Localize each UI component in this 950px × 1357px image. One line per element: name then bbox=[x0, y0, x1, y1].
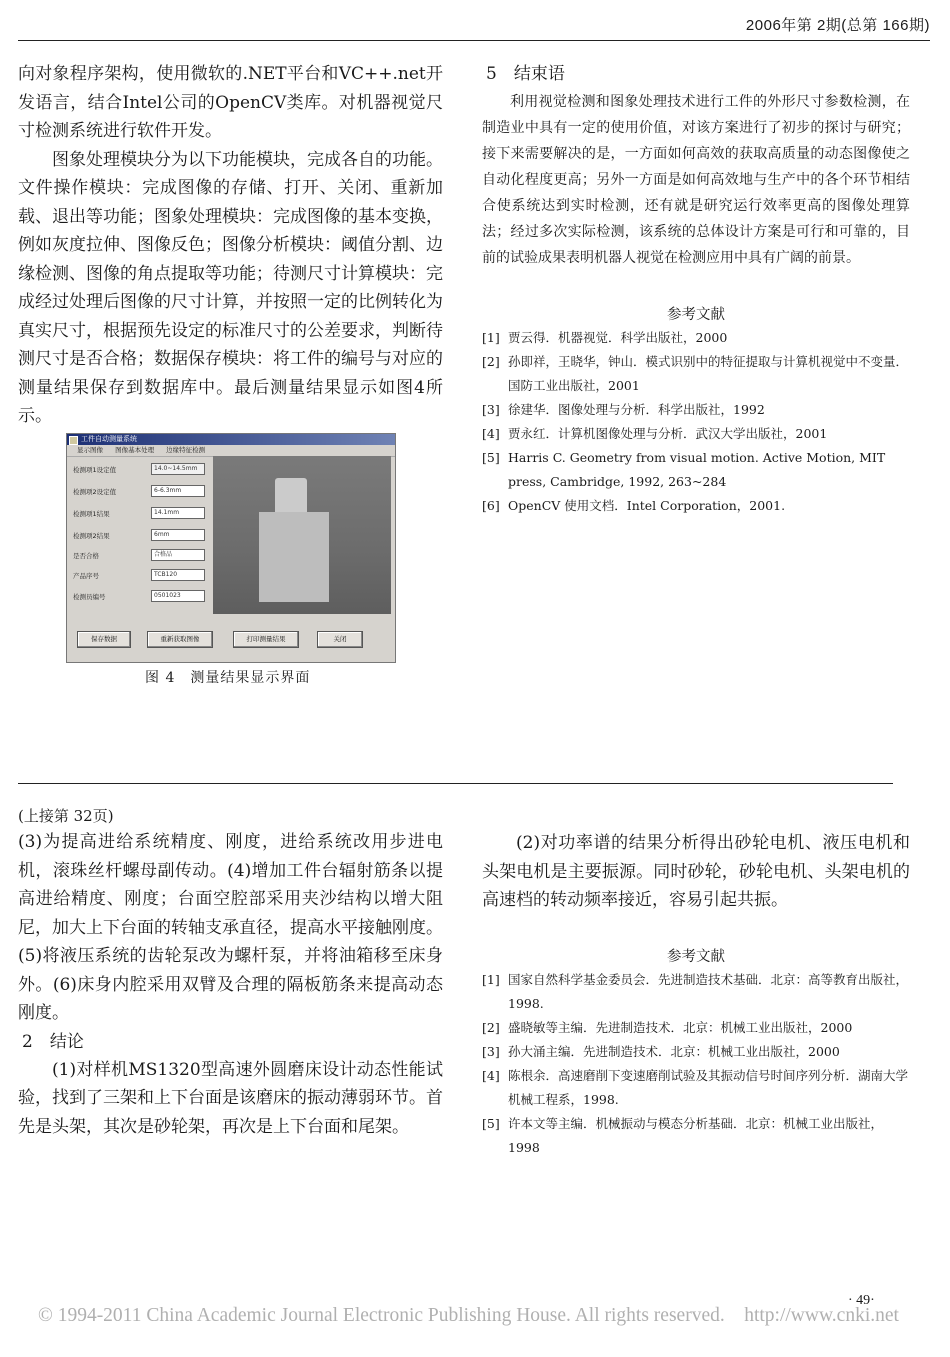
close-button: 关闭 bbox=[317, 631, 363, 648]
reference-item bbox=[482, 1040, 910, 1064]
reference-number: [1] bbox=[482, 971, 500, 987]
reference-number: [2] bbox=[482, 1019, 500, 1035]
row-value: 6mm bbox=[151, 529, 205, 541]
row-value: 14.0~14.5mm bbox=[151, 463, 205, 475]
reference-text: 国家自然科学基金委员会．先进制造技术基础．北京：高等教育出版社，1998. bbox=[508, 971, 909, 1011]
reference-text: 盛晓敏等主编．先进制造技术．北京：机械工业出版社，2000 bbox=[508, 1019, 853, 1035]
references-list bbox=[482, 968, 910, 1160]
row-label: 检测项1设定值 bbox=[73, 466, 117, 474]
reference-item bbox=[482, 1064, 910, 1112]
reference-item bbox=[482, 398, 910, 422]
window-titlebar bbox=[67, 434, 395, 445]
reference-text: 贾永红．计算机图像处理与分析．武汉大学出版社，2001 bbox=[508, 426, 828, 441]
reference-text: 许本文等主编．机械振动与模态分析基础．北京：机械工业出版社，1998 bbox=[508, 1115, 884, 1155]
reference-number: [5] bbox=[482, 450, 500, 465]
menu-item: 边缘特征检测 bbox=[166, 446, 206, 454]
references-title: 参考文献 bbox=[667, 307, 725, 323]
reference-item bbox=[482, 1112, 910, 1160]
reference-number: [1] bbox=[482, 330, 500, 345]
reference-text: 陈根余．高速磨削下变速磨削试验及其振动信号时间序列分析．湖南大学机械工程系，1998. bbox=[508, 1067, 909, 1107]
improvements-paragraph: (3)为提高进给系统精度、刚度，进给系统改用步进电机，滚珠丝杆螺母副传动。(4)增加工件台辐射筋条以提高进给精度、刚度；台面空腔部采用夹沙结构以增大阻尼，加大上下台面的转轴支承直径，提高水平接触刚度。(5)将液压系统的齿轮泵改为螺杆泵，并将油箱移至床身外。(6)床身内腔采用双臂及合理的隔板筋条来提高动态刚度。 bbox=[18, 832, 443, 1023]
save-data-button: 保存数据 bbox=[77, 631, 131, 648]
reference-item bbox=[482, 326, 910, 350]
row-label: 检测项2结果 bbox=[73, 532, 110, 540]
header-rule bbox=[18, 40, 930, 41]
print-results-button: 打印测量结果 bbox=[233, 631, 299, 648]
reference-number: [4] bbox=[482, 426, 500, 441]
continued-article-column bbox=[18, 804, 443, 1141]
reference-number: [6] bbox=[482, 498, 500, 513]
window-title: 工件自动测量系统 bbox=[81, 435, 137, 443]
conclusion-column bbox=[482, 60, 910, 518]
measurement-ui-screenshot bbox=[66, 433, 396, 663]
paragraph-modules: 图象处理模块分为以下功能模块，完成各自的功能。文件操作模块：完成图像的存储、打开、关闭、重新加载、退出等功能；图象处理模块：完成图像的基本变换，例如灰度拉伸、图像反色；图像分析模块：阈值分割、边缘检测、图像的角点提取等功能；待测尺寸计算模块：完成经过处理后图像的尺寸计算，并按照一定的比例转化为真实尺寸，根据预先设定的标准尺寸的公差要求，判断待测尺寸是否合格；数据保存模块：将工件的编号与对应的测量结果保存到数据库中。最后测量结果显示如图4所示。 bbox=[18, 149, 443, 426]
conclusion-paragraph-1: (1)对样机MS1320型高速外圆磨床设计动态性能试验，找到了三架和上下台面是该磨床的振动薄弱环节。首先是头架，其次是砂轮架，再次是上下台面和尾架。 bbox=[18, 1059, 443, 1137]
page-number: · 49· bbox=[848, 1293, 875, 1308]
continued-from-note: (上接第 32页) bbox=[18, 807, 114, 825]
reference-item bbox=[482, 350, 910, 398]
reference-number: [4] bbox=[482, 1067, 500, 1083]
workpiece-body bbox=[259, 512, 329, 602]
references-list bbox=[482, 326, 910, 518]
reference-text: 孙即祥，王晓华，钟山．模式识别中的特征提取与计算机视觉中不变量．国防工业出版社，2001 bbox=[508, 354, 909, 393]
reference-number: [3] bbox=[482, 1043, 500, 1059]
row-value: TCB120 bbox=[151, 569, 205, 581]
copyright-footer: © 1994-2011 China Academic Journal Electronic Publishing House. All rights reserved. http://www.cnki.net bbox=[38, 1305, 899, 1326]
reference-item bbox=[482, 1016, 910, 1040]
row-value: 6-6.3mm bbox=[151, 485, 205, 497]
reference-text: OpenCV 使用文档．Intel Corporation，2001. bbox=[508, 498, 786, 513]
reacquire-image-button: 重新获取图像 bbox=[147, 631, 213, 648]
reference-number: [2] bbox=[482, 354, 500, 369]
reference-item bbox=[482, 494, 910, 518]
references-title: 参考文献 bbox=[667, 948, 725, 965]
paragraph-software: 向对象程序架构，使用微软的.NET平台和VC++.net开发语言，结合Intel公司的OpenCV类库。对机器视觉尺寸检测系统进行软件开发。 bbox=[18, 64, 443, 141]
row-label: 检测员编号 bbox=[73, 593, 106, 601]
reference-text: 贾云得．机器视觉．科学出版社，2000 bbox=[508, 330, 728, 345]
reference-text: 孙大涌主编．先进制造技术．北京：机械工业出版社，2000 bbox=[508, 1043, 840, 1059]
reference-item bbox=[482, 968, 910, 1016]
workpiece-head bbox=[275, 478, 307, 514]
conclusion-paragraph: 利用视觉检测和图象处理技术进行工件的外形尺寸参数检测，在制造业中具有一定的使用价值，对该方案进行了初步的探讨与研究；接下来需要解决的是，一方面如何高效的获取高质量的动态图像使之自动化程度更高；另外一方面是如何高效地与生产中的各个环节相结合使系统达到实时检测，还有就是研究运行效率更高的图像处理算法；经过多次实际检测，该系统的总体设计方案是可行和可靠的，目前的试验成果表明机器人视觉在检测应用中具有广阔的前景。 bbox=[482, 94, 910, 266]
reference-item bbox=[482, 422, 910, 446]
conclusion-paragraph-2: (2)对功率谱的结果分析得出砂轮电机、液压电机和头架电机是主要振源。同时砂轮，砂轮电机、头架电机的高速档的转动频率接近，容易引起共振。 bbox=[482, 833, 910, 910]
section-divider bbox=[18, 783, 893, 784]
app-icon bbox=[69, 436, 78, 445]
workpiece-image bbox=[213, 456, 391, 614]
row-value: 0501023 bbox=[151, 590, 205, 602]
row-label: 是否合格 bbox=[73, 552, 99, 560]
reference-number: [3] bbox=[482, 402, 500, 417]
reference-number: [5] bbox=[482, 1115, 500, 1131]
continued-right-column bbox=[482, 829, 910, 1160]
running-header: 2006年第 2期(总第 166期) bbox=[745, 17, 930, 34]
menu-item: 图像基本处理 bbox=[115, 446, 155, 454]
section-heading: 5 结束语 bbox=[486, 64, 565, 84]
row-label: 产品序号 bbox=[73, 572, 99, 580]
row-value: 合格品 bbox=[151, 549, 205, 561]
row-label: 检测项1结果 bbox=[73, 510, 110, 518]
row-value: 14.1mm bbox=[151, 507, 205, 519]
reference-item bbox=[482, 446, 910, 494]
menu-item: 显示图像 bbox=[77, 446, 103, 454]
intro-text-block bbox=[18, 60, 443, 431]
figure-caption: 图 4 测量结果显示界面 bbox=[145, 670, 311, 686]
reference-text: 徐建华．图像处理与分析．科学出版社，1992 bbox=[508, 402, 765, 417]
section-heading: 2 结论 bbox=[22, 1031, 84, 1052]
row-label: 检测项2设定值 bbox=[73, 488, 117, 496]
reference-text: Harris C. Geometry from visual motion. Active Motion, MIT press, Cambridge, 1992, 263~284 bbox=[508, 450, 886, 489]
